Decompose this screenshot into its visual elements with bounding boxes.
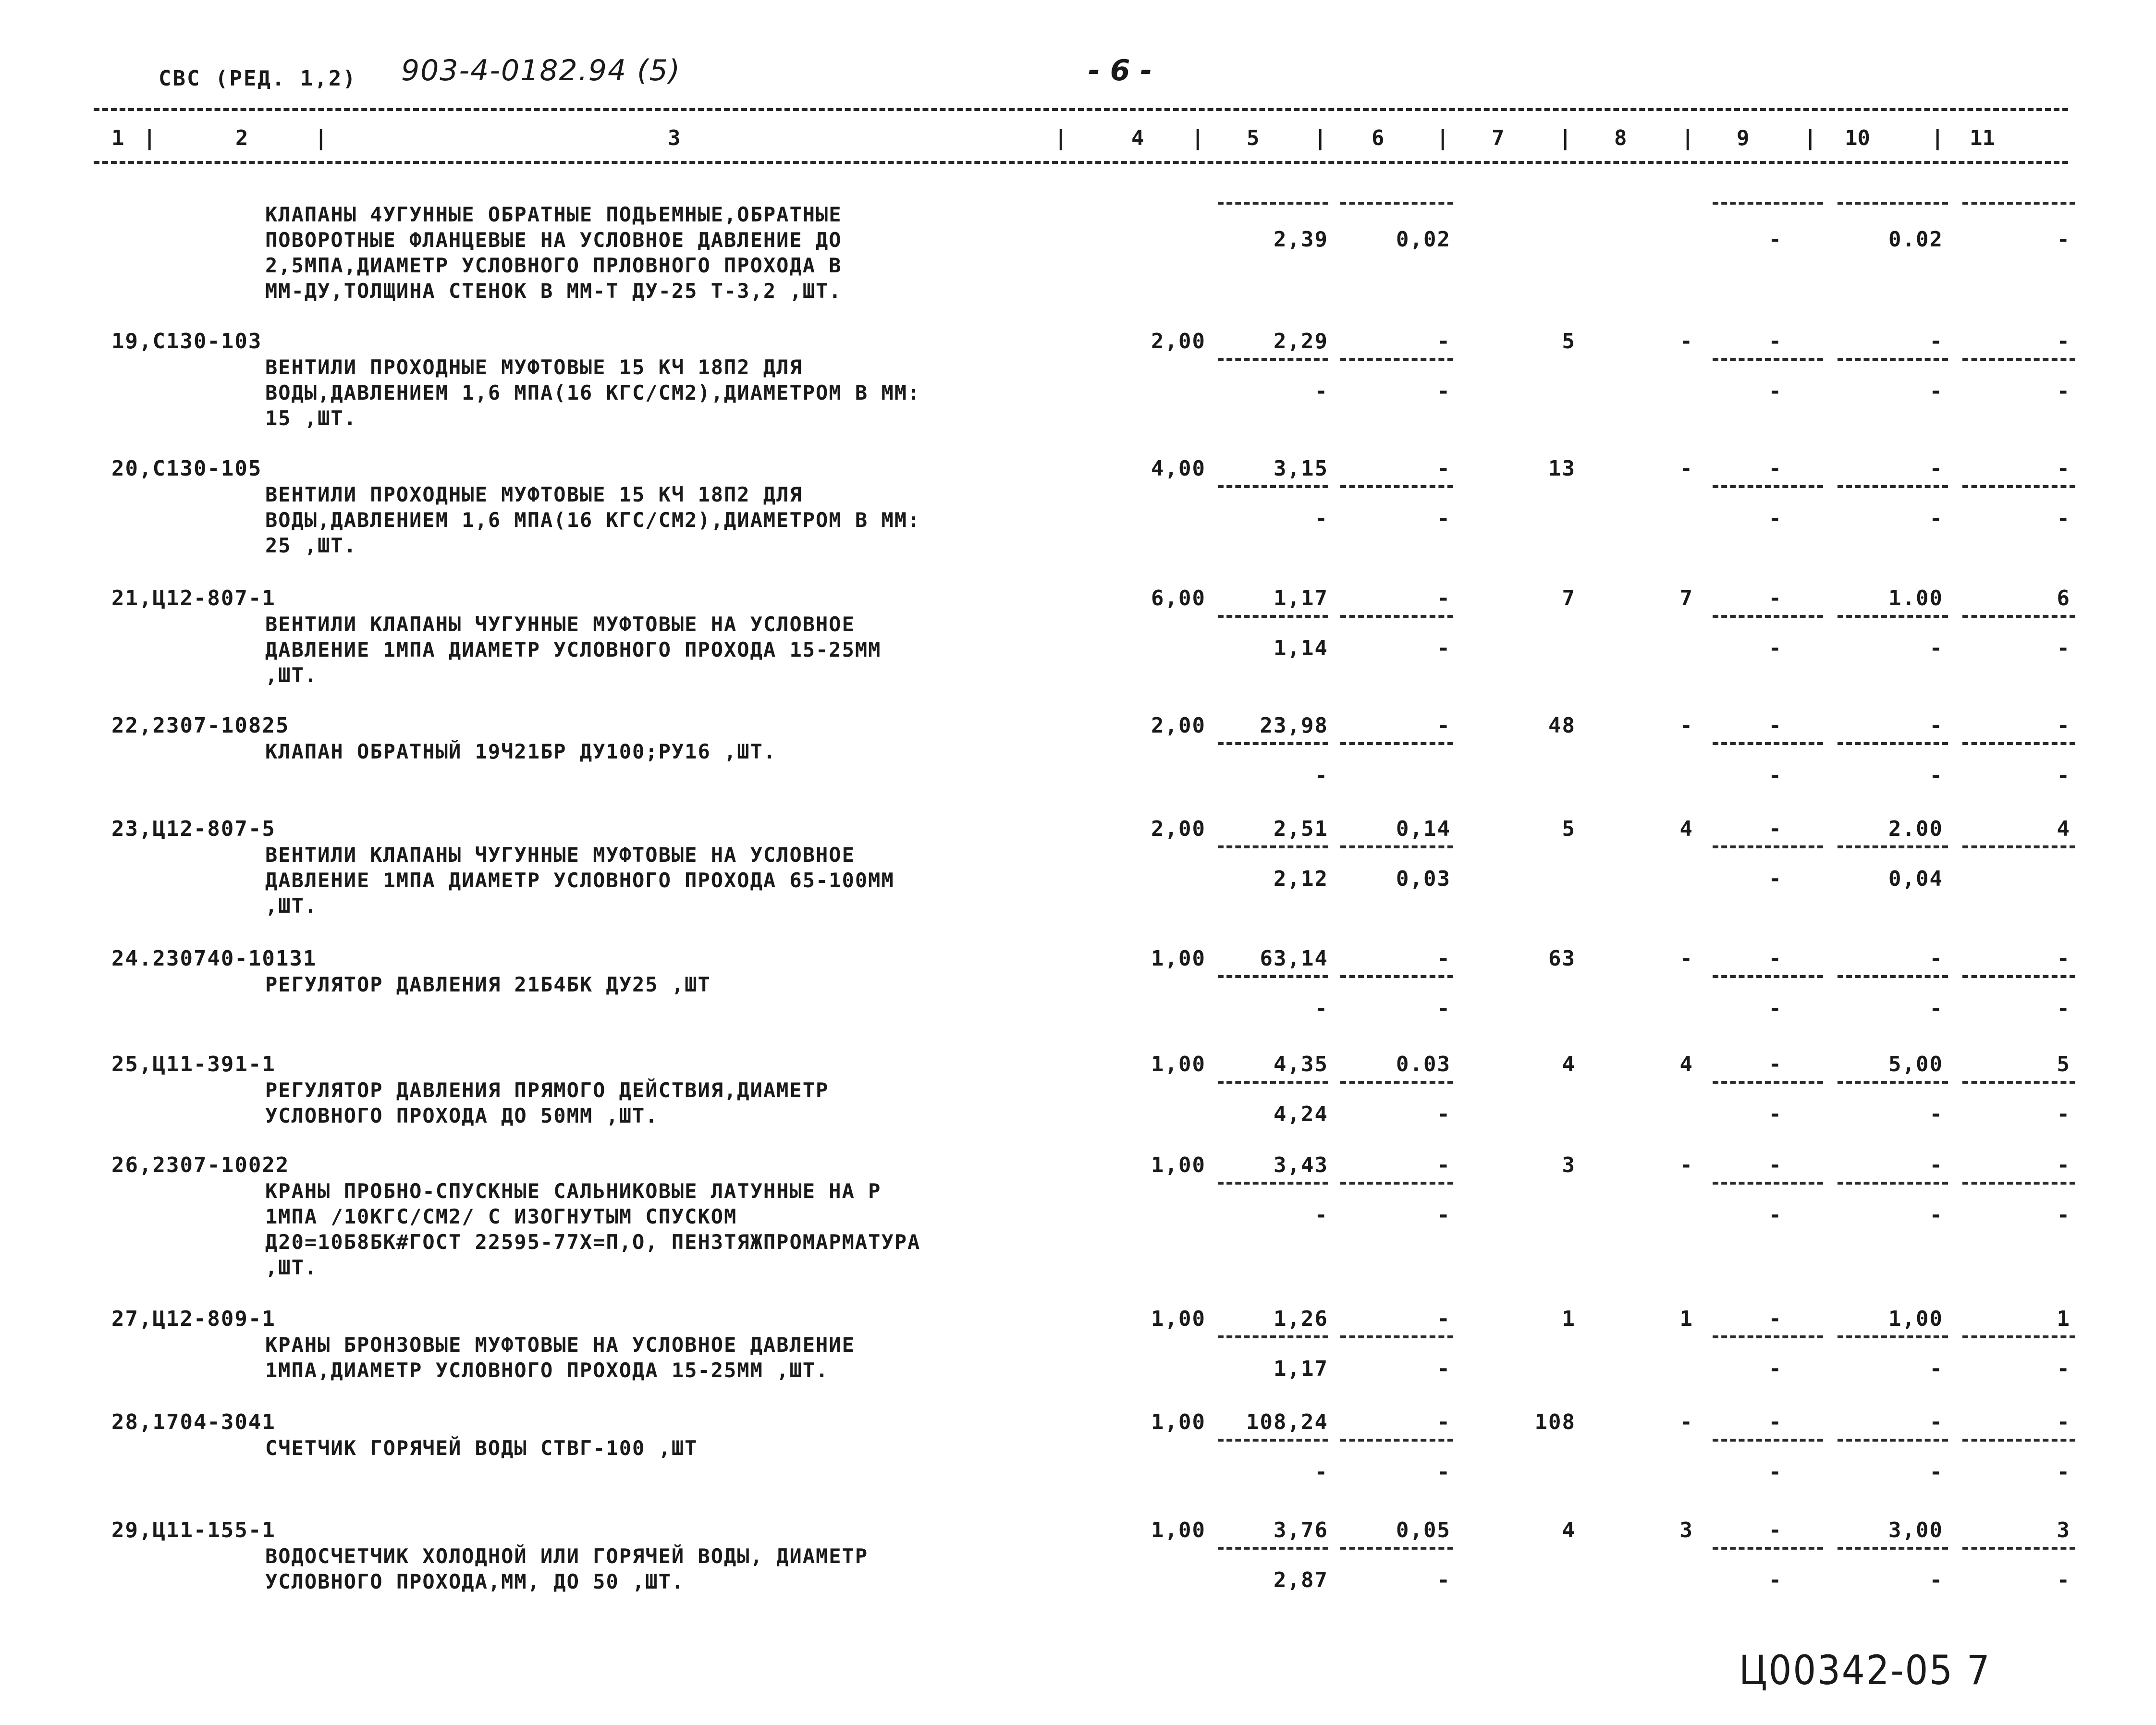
col-5-fraction-line bbox=[1218, 975, 1328, 978]
col-11-value-top: - bbox=[2057, 456, 2070, 481]
col-6-value-top: - bbox=[1437, 1307, 1451, 1331]
col-10-value-top: - bbox=[1929, 1410, 1943, 1434]
col-9-value-bottom: - bbox=[1768, 1568, 1782, 1592]
item-description: КРАНЫ ПРОБНО-СПУСКНЫЕ САЛЬНИКОВЫЕ ЛАТУННЫЕ НА Р 1МПА /10КГС/СМ2/ С ИЗОГНУТЫМ СПУСКОМ Д20=10Б8БК#ГОСТ 22595-77Х=П,О, ПЕНЗТЯЖПРОМАРМАТУРА ,ШТ. bbox=[265, 1179, 921, 1279]
col-7-value: 63 bbox=[1548, 946, 1576, 971]
col-divider: | bbox=[1559, 126, 1572, 150]
form-label: СВС (РЕД. 1,2) bbox=[159, 66, 357, 91]
col-6-fraction-line bbox=[1340, 485, 1453, 488]
col-5-value-top: 63,14 bbox=[1260, 946, 1328, 971]
col-9-fraction-line bbox=[1713, 1335, 1823, 1338]
col-6-value-top: - bbox=[1437, 713, 1451, 738]
col-6-value-bottom: - bbox=[1437, 1357, 1451, 1381]
col-10-value-top: - bbox=[1929, 713, 1943, 738]
col-11: 11 bbox=[1970, 126, 1995, 150]
col-3: 3 bbox=[668, 126, 681, 150]
col-10-fraction-line bbox=[1838, 975, 1948, 978]
col-11-value-bottom: - bbox=[2057, 1203, 2070, 1227]
col-9-value-bottom: - bbox=[1768, 996, 1782, 1021]
table-top-rule bbox=[94, 108, 2068, 111]
col-4-value: 2,00 bbox=[1151, 713, 1206, 738]
col-9-value-top: - bbox=[1768, 1153, 1782, 1177]
col-10-value-bottom: - bbox=[1929, 636, 1943, 661]
col-6-fraction-line bbox=[1340, 1335, 1453, 1338]
col-divider: | bbox=[1436, 126, 1449, 150]
col-10-fraction-line bbox=[1838, 742, 1948, 745]
col-6-fraction-line bbox=[1340, 1182, 1453, 1185]
col-5-fraction-line bbox=[1218, 1081, 1328, 1084]
col-11-value-top: - bbox=[2057, 713, 2070, 738]
col-5-fraction-line bbox=[1218, 615, 1328, 618]
col-10-value-top: 1.00 bbox=[1888, 586, 1943, 611]
item-code: 24.230740-10131 bbox=[111, 946, 317, 971]
col-10-value-bottom: - bbox=[1929, 763, 1943, 788]
col-9-value-top: - bbox=[1768, 817, 1782, 841]
col-10-fraction-line bbox=[1838, 1335, 1948, 1338]
item-code: 25,Ц11-391-1 bbox=[111, 1052, 276, 1077]
col-10-fraction-line bbox=[1838, 1081, 1948, 1084]
col-10-value-bottom: - bbox=[1929, 1102, 1943, 1126]
col-10-value-top: - bbox=[1929, 456, 1943, 481]
col-6-value-top: - bbox=[1437, 1410, 1451, 1434]
col-8: 8 bbox=[1614, 126, 1627, 150]
col-11-fraction-line bbox=[1962, 1439, 2075, 1442]
item-description: РЕГУЛЯТОР ДАВЛЕНИЯ ПРЯМОГО ДЕЙСТВИЯ,ДИАМЕТР УСЛОВНОГО ПРОХОДА ДО 50ММ ,ШТ. bbox=[265, 1078, 829, 1127]
col-5-value-bottom: 1,14 bbox=[1274, 636, 1328, 661]
col-6-value: 0,02 bbox=[1396, 227, 1451, 252]
col-10-fraction-line bbox=[1838, 485, 1948, 488]
col-10-value-top: 3,00 bbox=[1888, 1518, 1943, 1542]
col-8-value: - bbox=[1679, 329, 1693, 354]
col-11-value-top: 6 bbox=[2057, 586, 2070, 611]
col-4-value: 2,00 bbox=[1151, 329, 1206, 354]
col-5-value-bottom: - bbox=[1314, 379, 1328, 404]
col-divider: | bbox=[1314, 126, 1327, 150]
item-code: 28,1704-3041 bbox=[111, 1410, 276, 1434]
item-code: 22,2307-10825 bbox=[111, 713, 290, 738]
col-11-fraction-line bbox=[1962, 1081, 2075, 1084]
col-5-fraction-line bbox=[1218, 1335, 1328, 1338]
col-10-fraction-line bbox=[1838, 358, 1948, 361]
col-6-value-top: - bbox=[1437, 329, 1451, 354]
item-description: ВЕНТИЛИ ПРОХОДНЫЕ МУФТОВЫЕ 15 КЧ 18П2 ДЛЯ ВОДЫ,ДАВЛЕНИЕМ 1,6 МПА(16 КГС/СМ2),ДИАМЕТРОМ В ММ: 15 ,ШТ. bbox=[265, 355, 921, 430]
col-9-value-bottom: - bbox=[1768, 379, 1782, 404]
col-9-value: - bbox=[1768, 227, 1782, 252]
col-10-value-top: 1,00 bbox=[1888, 1307, 1943, 1331]
col-6-value-bottom: - bbox=[1437, 1102, 1451, 1126]
col-6-fraction-line bbox=[1340, 1439, 1453, 1442]
col-11-value-top: 4 bbox=[2057, 817, 2070, 841]
col-11-value-bottom: - bbox=[2057, 1357, 2070, 1381]
col-11-value-bottom: - bbox=[2057, 379, 2070, 404]
col-9-value-top: - bbox=[1768, 1518, 1782, 1542]
col-5-value-top: 2,51 bbox=[1274, 817, 1328, 841]
col-6-value-bottom: - bbox=[1437, 1568, 1451, 1592]
col-5-value-bottom: - bbox=[1314, 763, 1328, 788]
col-10-value: 0.02 bbox=[1888, 227, 1943, 252]
col-7: 7 bbox=[1492, 126, 1505, 150]
col-9-fraction-line bbox=[1713, 1547, 1823, 1550]
col-divider: | bbox=[1191, 126, 1204, 150]
col-6: 6 bbox=[1372, 126, 1384, 150]
col-5-value-top: 1,17 bbox=[1274, 586, 1328, 611]
col-9-value-bottom: - bbox=[1768, 636, 1782, 661]
col-5-value-top: 4,35 bbox=[1274, 1052, 1328, 1077]
col-8-value: 1 bbox=[1679, 1307, 1693, 1331]
col-4-value: 1,00 bbox=[1151, 1307, 1206, 1331]
item-description: ВЕНТИЛИ ПРОХОДНЫЕ МУФТОВЫЕ 15 КЧ 18П2 ДЛЯ ВОДЫ,ДАВЛЕНИЕМ 1,6 МПА(16 КГС/СМ2),ДИАМЕТРОМ В ММ: 25 ,ШТ. bbox=[265, 483, 921, 557]
col-6-value-top: 0.03 bbox=[1396, 1052, 1451, 1077]
col-6-fraction-line bbox=[1340, 1547, 1453, 1550]
col-5-fraction-line bbox=[1218, 1182, 1328, 1185]
col-6-value-top: - bbox=[1437, 1153, 1451, 1177]
col-9-value-top: - bbox=[1768, 1410, 1782, 1434]
col-6-value-bottom: - bbox=[1437, 1203, 1451, 1227]
col-5-value-top: 23,98 bbox=[1260, 713, 1328, 738]
col-5-value-bottom: - bbox=[1314, 996, 1328, 1021]
col-7-value: 13 bbox=[1548, 456, 1576, 481]
item-code: 29,Ц11-155-1 bbox=[111, 1518, 276, 1542]
col-5-value-top: 3,76 bbox=[1274, 1518, 1328, 1542]
col-8-value: - bbox=[1679, 1153, 1693, 1177]
col-divider: | bbox=[315, 126, 328, 150]
col-8-value: 4 bbox=[1679, 1052, 1693, 1077]
col-11-fraction-line bbox=[1962, 485, 2075, 488]
project-code: 903-4-0182.94 (5) bbox=[401, 54, 681, 87]
col-10-value-bottom: - bbox=[1929, 1568, 1943, 1592]
col-5-fraction-line bbox=[1218, 202, 1328, 205]
col-5-fraction-line bbox=[1218, 845, 1328, 848]
col-7-value: 108 bbox=[1534, 1410, 1576, 1434]
col-6-value-bottom: - bbox=[1437, 379, 1451, 404]
col-4-value: 1,00 bbox=[1151, 1153, 1206, 1177]
item-code: 19,С130-103 bbox=[111, 329, 262, 354]
col-10-value-bottom: - bbox=[1929, 1203, 1943, 1227]
item-code: 23,Ц12-807-5 bbox=[111, 817, 276, 841]
item-description: РЕГУЛЯТОР ДАВЛЕНИЯ 21Б4БК ДУ25 ,ШТ bbox=[265, 973, 711, 996]
col-9-fraction-line bbox=[1713, 845, 1823, 848]
col-4: 4 bbox=[1131, 126, 1144, 150]
col-5-value-bottom: - bbox=[1314, 506, 1328, 531]
col-9-value-bottom: - bbox=[1768, 506, 1782, 531]
col-9-fraction-line bbox=[1713, 202, 1823, 205]
col-10-value-bottom: - bbox=[1929, 1357, 1943, 1381]
col-11-value-bottom: - bbox=[2057, 1568, 2070, 1592]
col-10-fraction-line bbox=[1838, 615, 1948, 618]
col-6-value-top: - bbox=[1437, 586, 1451, 611]
col-5-value-bottom: 2,87 bbox=[1274, 1568, 1328, 1592]
col-5-value-top: 2,29 bbox=[1274, 329, 1328, 354]
col-6-value-top: - bbox=[1437, 456, 1451, 481]
col-6-value-bottom: - bbox=[1437, 506, 1451, 531]
col-9-value-top: - bbox=[1768, 456, 1782, 481]
col-4-value: 1,00 bbox=[1151, 1410, 1206, 1434]
col-11-fraction-line bbox=[1962, 202, 2075, 205]
col-9-value-bottom: - bbox=[1768, 1460, 1782, 1484]
col-11-fraction-line bbox=[1962, 1335, 2075, 1338]
col-5-fraction-line bbox=[1218, 742, 1328, 745]
col-9-value-top: - bbox=[1768, 1052, 1782, 1077]
item-description: ВЕНТИЛИ КЛАПАНЫ ЧУГУННЫЕ МУФТОВЫЕ НА УСЛОВНОЕ ДАВЛЕНИЕ 1МПА ДИАМЕТР УСЛОВНОГО ПРОХОДА 65-100ММ ,ШТ. bbox=[265, 843, 894, 918]
col-7-value: 48 bbox=[1548, 713, 1576, 738]
col-6-fraction-line bbox=[1340, 202, 1453, 205]
col-6-value-bottom: - bbox=[1437, 1460, 1451, 1484]
col-9-fraction-line bbox=[1713, 975, 1823, 978]
col-9-fraction-line bbox=[1713, 358, 1823, 361]
col-9-fraction-line bbox=[1713, 1081, 1823, 1084]
item-description: ВЕНТИЛИ КЛАПАНЫ ЧУГУННЫЕ МУФТОВЫЕ НА УСЛОВНОЕ ДАВЛЕНИЕ 1МПА ДИАМЕТР УСЛОВНОГО ПРОХОДА 15-25ММ ,ШТ. bbox=[265, 612, 882, 687]
col-6-fraction-line bbox=[1340, 615, 1453, 618]
item-description: КЛАПАНЫ 4УГУННЫЕ ОБРАТНЫЕ ПОДЬЕМНЫЕ,ОБРАТНЫЕ ПОВОРОТНЫЕ ФЛАНЦЕВЫЕ НА УСЛОВНОЕ ДАВЛЕНИЕ ДО 2,5МПА,ДИАМЕТР УСЛОВНОГО ПРЛОВНОГО ПРОХОДА В ММ-ДУ,ТОЛЩИНА СТЕНОК В ММ-Т ДУ-25 Т-3,2 ,ШТ. bbox=[265, 203, 842, 303]
col-6-value-top: - bbox=[1437, 946, 1451, 971]
col-6-fraction-line bbox=[1340, 1081, 1453, 1084]
col-10-fraction-line bbox=[1838, 202, 1948, 205]
col-10-value-top: 2.00 bbox=[1888, 817, 1943, 841]
col-10-value-bottom: - bbox=[1929, 379, 1943, 404]
col-11-value-top: - bbox=[2057, 1153, 2070, 1177]
col-divider: | bbox=[1681, 126, 1694, 150]
col-9-value-top: - bbox=[1768, 946, 1782, 971]
col-9-fraction-line bbox=[1713, 1182, 1823, 1185]
col-11-value-top: 3 bbox=[2057, 1518, 2070, 1542]
col-11-value-bottom: - bbox=[2057, 996, 2070, 1021]
col-6-fraction-line bbox=[1340, 845, 1453, 848]
col-9-value-bottom: - bbox=[1768, 867, 1782, 891]
col-8-value: 7 bbox=[1679, 586, 1693, 611]
col-6-value-bottom: - bbox=[1437, 636, 1451, 661]
col-9-fraction-line bbox=[1713, 1439, 1823, 1442]
col-5-value: 2,39 bbox=[1274, 227, 1328, 252]
col-9-fraction-line bbox=[1713, 742, 1823, 745]
col-divider: | bbox=[1931, 126, 1944, 150]
item-description: СЧЕТЧИК ГОРЯЧЕЙ ВОДЫ СТВГ-100 ,ШТ bbox=[265, 1436, 698, 1460]
col-5-value-bottom: - bbox=[1314, 1460, 1328, 1484]
col-9-value-bottom: - bbox=[1768, 1102, 1782, 1126]
col-11-fraction-line bbox=[1962, 742, 2075, 745]
col-5-fraction-line bbox=[1218, 485, 1328, 488]
col-8-value: 3 bbox=[1679, 1518, 1693, 1542]
col-5: 5 bbox=[1247, 126, 1260, 150]
col-10-fraction-line bbox=[1838, 1547, 1948, 1550]
col-5-fraction-line bbox=[1218, 1547, 1328, 1550]
col-9-value-bottom: - bbox=[1768, 763, 1782, 788]
col-5-value-bottom: 4,24 bbox=[1274, 1102, 1328, 1126]
col-divider: | bbox=[1054, 126, 1067, 150]
col-8-value: - bbox=[1679, 946, 1693, 971]
col-7-value: 5 bbox=[1562, 329, 1576, 354]
col-9-fraction-line bbox=[1713, 485, 1823, 488]
col-11-value-top: - bbox=[2057, 946, 2070, 971]
col-1: 1 bbox=[111, 126, 124, 150]
col-5-value-top: 3,43 bbox=[1274, 1153, 1328, 1177]
col-2: 2 bbox=[235, 126, 248, 150]
col-10-value-top: 5,00 bbox=[1888, 1052, 1943, 1077]
col-7-value: 3 bbox=[1562, 1153, 1576, 1177]
col-9-value-bottom: - bbox=[1768, 1357, 1782, 1381]
col-5-value-bottom: - bbox=[1314, 1203, 1328, 1227]
col-6-fraction-line bbox=[1340, 358, 1453, 361]
col-7-value: 4 bbox=[1562, 1518, 1576, 1542]
col-7-value: 5 bbox=[1562, 817, 1576, 841]
col-11-fraction-line bbox=[1962, 358, 2075, 361]
col-10-fraction-line bbox=[1838, 845, 1948, 848]
col-10-fraction-line bbox=[1838, 1439, 1948, 1442]
col-8-value: - bbox=[1679, 713, 1693, 738]
col-11-value-bottom: - bbox=[2057, 506, 2070, 531]
col-5-value-top: 1,26 bbox=[1274, 1307, 1328, 1331]
col-9: 9 bbox=[1737, 126, 1750, 150]
col-5-fraction-line bbox=[1218, 1439, 1328, 1442]
col-6-value-top: 0,05 bbox=[1396, 1518, 1451, 1542]
item-code: 20,С130-105 bbox=[111, 456, 262, 481]
col-11-fraction-line bbox=[1962, 1182, 2075, 1185]
col-5-value-bottom: 2,12 bbox=[1274, 867, 1328, 891]
col-10-value-bottom: - bbox=[1929, 996, 1943, 1021]
col-11-value-top: - bbox=[2057, 329, 2070, 354]
item-code: 27,Ц12-809-1 bbox=[111, 1307, 276, 1331]
col-10: 10 bbox=[1845, 126, 1870, 150]
col-divider: | bbox=[143, 126, 156, 150]
col-6-fraction-line bbox=[1340, 742, 1453, 745]
col-11-fraction-line bbox=[1962, 975, 2075, 978]
col-11-fraction-line bbox=[1962, 1547, 2075, 1550]
handwritten-sheet-code: Ц00342-05 7 bbox=[1739, 1647, 1991, 1694]
col-4-value: 1,00 bbox=[1151, 1518, 1206, 1542]
col-11-value-top: 5 bbox=[2057, 1052, 2070, 1077]
col-5-value-top: 3,15 bbox=[1274, 456, 1328, 481]
item-description: КРАНЫ БРОНЗОВЫЕ МУФТОВЫЕ НА УСЛОВНОЕ ДАВЛЕНИЕ 1МПА,ДИАМЕТР УСЛОВНОГО ПРОХОДА 15-25ММ ,ШТ. bbox=[265, 1333, 855, 1382]
col-10-fraction-line bbox=[1838, 1182, 1948, 1185]
col-divider: | bbox=[1804, 126, 1817, 150]
col-7-value: 1 bbox=[1562, 1307, 1576, 1331]
col-5-fraction-line bbox=[1218, 358, 1328, 361]
item-description: КЛАПАН ОБРАТНЫЙ 19Ч21БР ДУ100;РУ16 ,ШТ. bbox=[265, 740, 777, 763]
col-10-value-top: - bbox=[1929, 329, 1943, 354]
col-7-value: 4 bbox=[1562, 1052, 1576, 1077]
item-description: ВОДОСЧЕТЧИК ХОЛОДНОЙ ИЛИ ГОРЯЧЕЙ ВОДЫ, ДИАМЕТР УСЛОВНОГО ПРОХОДА,ММ, ДО 50 ,ШТ. bbox=[265, 1544, 869, 1593]
col-4-value: 6,00 bbox=[1151, 586, 1206, 611]
col-6-value-bottom: 0,03 bbox=[1396, 867, 1451, 891]
col-10-value-bottom: - bbox=[1929, 506, 1943, 531]
page-number: - 6 - bbox=[1088, 54, 1152, 87]
col-11-value-bottom: - bbox=[2057, 1102, 2070, 1126]
col-8-value: - bbox=[1679, 1410, 1693, 1434]
col-4-value: 4,00 bbox=[1151, 456, 1206, 481]
col-9-fraction-line bbox=[1713, 615, 1823, 618]
col-10-value-bottom: 0,04 bbox=[1888, 867, 1943, 891]
col-9-value-top: - bbox=[1768, 1307, 1782, 1331]
col-11-value-top: 1 bbox=[2057, 1307, 2070, 1331]
col-11-value-top: - bbox=[2057, 1410, 2070, 1434]
col-6-fraction-line bbox=[1340, 975, 1453, 978]
col-10-value-top: - bbox=[1929, 1153, 1943, 1177]
col-4-value: 1,00 bbox=[1151, 1052, 1206, 1077]
col-10-value-bottom: - bbox=[1929, 1460, 1943, 1484]
col-11-value-bottom: - bbox=[2057, 763, 2070, 788]
col-4-value: 1,00 bbox=[1151, 946, 1206, 971]
col-7-value: 7 bbox=[1562, 586, 1576, 611]
col-4-value: 2,00 bbox=[1151, 817, 1206, 841]
col-5-value-top: 108,24 bbox=[1246, 1410, 1328, 1434]
col-10-value-top: - bbox=[1929, 946, 1943, 971]
col-11-fraction-line bbox=[1962, 615, 2075, 618]
col-9-value-top: - bbox=[1768, 713, 1782, 738]
col-11-fraction-line bbox=[1962, 845, 2075, 848]
col-6-value-bottom: - bbox=[1437, 996, 1451, 1021]
item-code: 26,2307-10022 bbox=[111, 1153, 290, 1177]
col-9-value-top: - bbox=[1768, 586, 1782, 611]
col-8-value: 4 bbox=[1679, 817, 1693, 841]
col-6-value-top: 0,14 bbox=[1396, 817, 1451, 841]
table-header-rule bbox=[94, 161, 2068, 164]
col-11-value-bottom: - bbox=[2057, 636, 2070, 661]
col-8-value: - bbox=[1679, 456, 1693, 481]
item-code: 21,Ц12-807-1 bbox=[111, 586, 276, 611]
col-9-value-top: - bbox=[1768, 329, 1782, 354]
col-9-value-bottom: - bbox=[1768, 1203, 1782, 1227]
col-5-value-bottom: 1,17 bbox=[1274, 1357, 1328, 1381]
col-11-value: - bbox=[2057, 227, 2070, 252]
col-11-value-bottom: - bbox=[2057, 1460, 2070, 1484]
